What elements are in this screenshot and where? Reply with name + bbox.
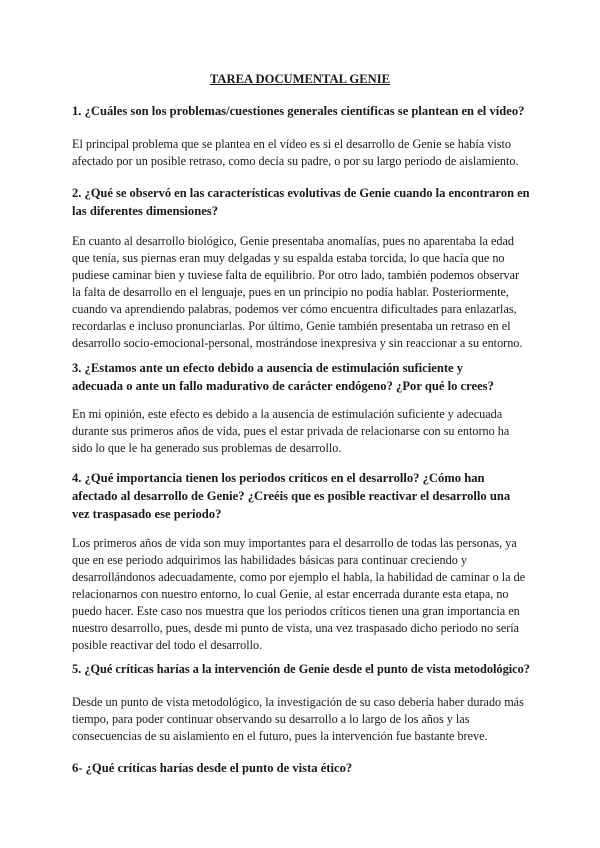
answer-2-line-7: desarrollo socio-emocional-personal, mostrándose inexpresiva y sin reaccionar a su entorno. (72, 336, 523, 350)
answer-4-line-1: Los primeros años de vida son muy importantes para el desarrollo de todas las personas, ya (72, 536, 517, 550)
question-2 (72, 185, 532, 221)
question-5 (72, 661, 532, 679)
answer-2-line-2: que tenía, sus piernas eran muy delgadas y su espalda estaba torcida, lo que hacía que no (72, 251, 505, 265)
answer-3-line-1: En mi opinión, este efecto es debido a la ausencia de estimulación suficiente y adecuada (72, 407, 503, 421)
answer-2 (72, 233, 532, 352)
question-4-line-2: afectado al desarrollo de Genie? ¿Creéis que es posible reactivar el desarrollo una (72, 488, 511, 503)
answer-4-line-4: relacionarnos con nuestro entorno, lo cual Genie, al estar encerrada durante esta etapa, no (72, 587, 509, 601)
question-6 (72, 760, 532, 778)
question-4 (72, 470, 532, 523)
answer-5-line-3: consecuencias de su aislamiento en el futuro, pues la intervención fue bastante breve. (72, 729, 488, 743)
answer-4-line-7: posible reactivar del todo el desarrollo. (72, 638, 263, 652)
answer-2-line-6: recordarlas e incluso pronunciarlas. Por último, Genie también presentaba un retraso en el (72, 319, 511, 333)
question-4-line-3: vez traspasado ese periodo? (72, 506, 222, 521)
question-3 (72, 360, 532, 396)
answer-2-line-3: pudiese caminar bien y tuviese falta de equilibrio. Por otro lado, también podemos observar (72, 268, 520, 282)
answer-2-line-1: En cuanto al desarrollo biológico, Genie presentaba anomalías, pues no aparentaba la edad (72, 234, 514, 248)
answer-4-line-3: desarrollándonos adecuadamente, como por ejemplo el habla, la habilidad de caminar o la de (72, 570, 526, 584)
answer-4-line-2: que en ese periodo adquirimos las habilidades básicas para continuar creciendo y (72, 553, 467, 567)
question-3-line-1: 3. ¿Estamos ante un efecto debido a ausencia de estimulación suficiente y (72, 361, 464, 375)
answer-2-line-5: cuando va aprendiendo palabras, podemos ver cómo encuentra dificultades para enlazarlas, (72, 302, 517, 316)
document-title: TAREA DOCUMENTAL GENIE (209, 72, 391, 86)
answer-3-line-3: sido lo que le ha generado sus problemas de desarrollo. (72, 441, 342, 455)
answer-1-line-1: El principal problema que se plantea en el vídeo es si el desarrollo de Genie se había visto (72, 137, 511, 151)
answer-1 (72, 136, 532, 170)
question-3-line-2: adecuada o ante un fallo madurativo de carácter endógeno? ¿Por qué lo crees? (72, 378, 494, 393)
answer-3 (72, 406, 532, 457)
answer-4 (72, 535, 532, 654)
question-2-line-1: 2. ¿Qué se observó en las características evolutivas de Genie cuando la encontraron en (72, 186, 530, 200)
answer-3-line-2: durante sus primeros años de vida, pues el estar privada de relacionarse con su entorno ha (72, 424, 510, 438)
answer-5 (72, 694, 532, 745)
question-1 (72, 103, 532, 121)
question-1-line-1: 1. ¿Cuáles son los problemas/cuestiones generales científicas se plantean en el vídeo? (72, 104, 525, 118)
question-5-line-1: 5. ¿Qué críticas harías a la intervención de Genie desde el punto de vista metodológico? (72, 662, 530, 676)
answer-1-line-2: afectado por un posible retraso, como decía su padre, o por su largo periodo de aislamiento. (72, 154, 519, 168)
answer-4-line-5: puedo hacer. Este caso nos muestra que los periodos críticos tienen una gran importancia en (72, 604, 520, 618)
answer-2-line-4: la falta de desarrollo en el lenguaje, pues en un principio no podía hablar. Posteriormente, (72, 285, 509, 299)
answer-4-line-6: nuestro desarrollo, pues, desde mi punto de vista, una vez traspasado dicho periodo no sería (72, 621, 520, 635)
question-6-line-1: 6- ¿Qué críticas harías desde el punto de vista ético? (72, 761, 353, 775)
answer-5-line-1: Desde un punto de vista metodológico, la investigación de su caso debería haber durado más (72, 695, 524, 709)
question-2-line-2: las diferentes dimensiones? (72, 203, 218, 218)
answer-5-line-2: tiempo, para poder continuar observando su desarrollo a lo largo de los años y las (72, 712, 470, 726)
question-4-line-1: 4. ¿Qué importancia tienen los periodos críticos en el desarrollo? ¿Cómo han (72, 471, 485, 485)
